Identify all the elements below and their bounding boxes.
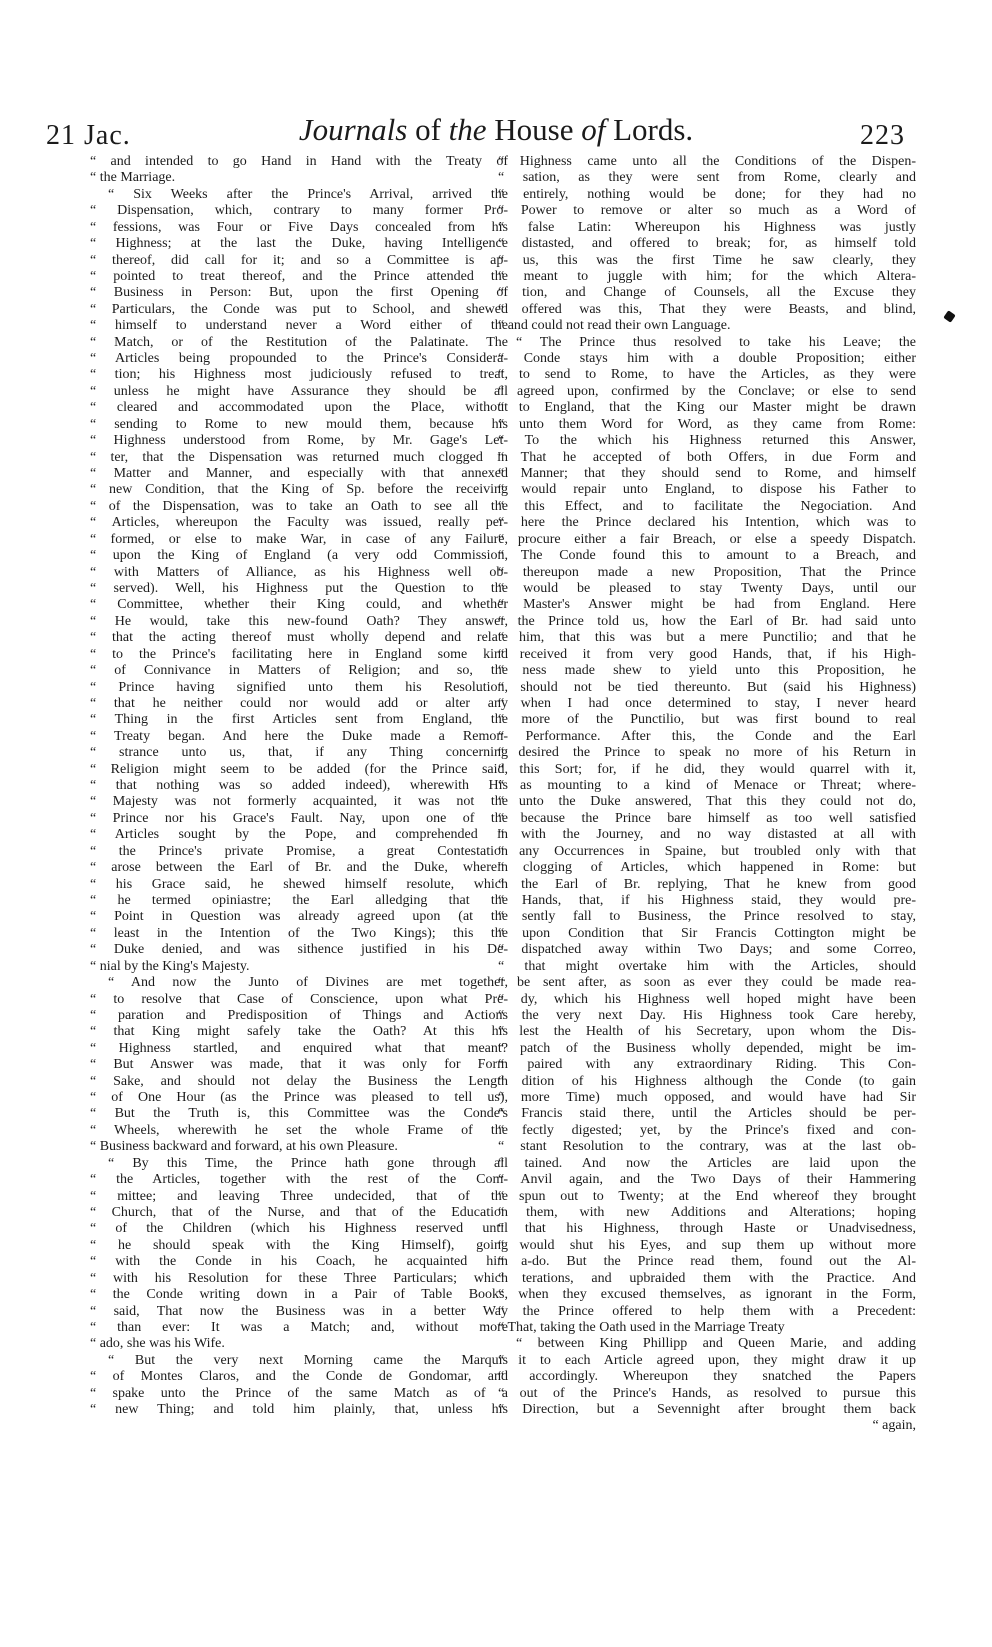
text-line: “ distasted, and offered to break; for, as himself told — [498, 236, 916, 252]
text-line: “ He would, take this new-found Oath? They answer, — [90, 613, 508, 629]
text-line: “ Match, or of the Restitution of the Palatinate. The — [90, 334, 508, 350]
text-line: “ ter, that the Dispensation was returned much clogged in — [90, 449, 508, 465]
text-line: “ Articles, whereupon the Faculty was issued, really per- — [90, 515, 508, 531]
text-line: “ Francis staid there, until the Articles should be per- — [498, 1106, 916, 1122]
text-line: “ lest the Health of his Secretary, upon whom the Dis- — [498, 1024, 916, 1040]
text-line: “ arose between the Earl of Br. and the Duke, wherein — [90, 860, 508, 876]
text-line: “ desired the Prince to speak no more of his Return in — [498, 745, 916, 761]
text-line: “ would be pleased to stay Twenty Days, until our — [498, 580, 916, 596]
text-line: “ nial by the King's Majesty. — [90, 958, 250, 974]
text-line: “ a-do. But the Prince read them, found out the Al- — [498, 1254, 916, 1270]
text-line: “ least in the Intention of the Two Kings); this the — [90, 925, 508, 941]
running-title-lords: Lords. — [605, 112, 694, 147]
text-line: “ patch of the Business wholly depended, might be im- — [498, 1040, 916, 1056]
text-line: “ the very next Day. His Highness took Care hereby, — [498, 1007, 916, 1023]
text-line: “ strance unto us, that, if any Thing concerning — [90, 745, 508, 761]
text-line: “ tained. And now the Articles are laid upon the — [498, 1155, 916, 1171]
text-line: “ would repair unto England, to dispose his Father to — [498, 482, 916, 498]
text-line: “ it to each Article agreed upon, they might draw it up — [498, 1352, 916, 1368]
text-line: “ clogging of Articles, which happened in Rome: but — [498, 860, 916, 876]
text-line: “ To the which his Highness returned this Answer, — [498, 433, 916, 449]
running-title — [0, 112, 992, 148]
text-line: “ ado, she was his Wife. — [90, 1336, 225, 1352]
running-title-journals: Journals — [298, 112, 408, 147]
text-line: “ procure either a fair Breach, or else a speedy Dispatch. — [498, 531, 916, 547]
text-line: “ the Prince offered to help them with a Precedent: — [498, 1303, 916, 1319]
text-line: “ Six Weeks after the Prince's Arrival, arrived the — [108, 186, 508, 202]
text-line: “ entirely, nothing would be done; for they had no — [498, 186, 916, 202]
text-line: “ ness made shew to yield unto this Proposition, he — [498, 663, 916, 679]
text-line: “ Highness understood from Rome, by Mr. Gage's Let- — [90, 433, 508, 449]
text-line: “ that the acting thereof must wholly depend and relate — [90, 630, 508, 646]
text-line: “ The Prince thus resolved to take his Leave; the — [516, 334, 916, 350]
text-line: “ between King Phillipp and Queen Marie, and adding — [516, 1336, 916, 1352]
text-line: “ the Earl of Br. replying, That he knew from good — [498, 876, 916, 892]
text-line: “ be sent after, as soon as ever they could be made rea- — [498, 975, 916, 991]
text-line: “ to resolve that Case of Conscience, upon what Pre- — [90, 991, 508, 1007]
text-line: “ Conde stays him with a double Proposition; either — [498, 351, 916, 367]
text-line: “ Church, that of the Nurse, and that of the Education — [90, 1205, 508, 1220]
text-line: “ Anvil again, and the Two Days of their Hammering — [498, 1172, 916, 1188]
text-line: “ By this Time, the Prince hath gone through all — [108, 1155, 508, 1171]
text-line: “ paired with any extraordinary Riding. This Con- — [498, 1057, 916, 1073]
text-line: “ than ever: It was a Match; and, without more — [90, 1319, 508, 1335]
running-title-the: the — [448, 112, 487, 147]
text-line: “ more of the Punctilio, but was first bound to real — [498, 712, 916, 728]
text-line: “ of the Dispensation, was to take an Oath to see all the — [90, 498, 508, 514]
text-line: “ of Connivance in Matters of Religion; and so, the — [90, 663, 508, 679]
text-line: “ with his Resolution for these Three Particulars; which — [90, 1270, 508, 1286]
left-column — [90, 154, 508, 1418]
text-line: “ he should speak with the King Himself), going — [90, 1237, 508, 1253]
text-line: “ sently fall to Business, the Prince resolved to stay, — [498, 909, 916, 925]
text-line: “ and intended to go Hand in Hand with the Treaty of — [90, 154, 508, 169]
text-line: “ when I had once determined to stay, I never heard — [498, 695, 916, 711]
catchword: “ again, — [872, 1418, 916, 1434]
text-line: “ any Occurrences in Spaine, but troubled only with that — [498, 843, 916, 859]
text-line: “ himself to understand never a Word either of the — [90, 318, 508, 334]
text-line: “ should not be tied thereunto. But (said his Highness) — [498, 679, 916, 695]
text-line: “ Prince having signified unto them his Resolution, — [90, 679, 508, 695]
text-line: “ Articles being propounded to the Prince's Considera- — [90, 351, 508, 367]
text-line: “ would shut his Eyes, and sup them up without more — [498, 1237, 916, 1253]
text-line: “ with the Conde in his Coach, he acquainted him — [90, 1254, 508, 1270]
running-title-of: of — [407, 112, 449, 147]
margin-ink-mark — [943, 310, 956, 323]
text-line: “ Religion might seem to be added (for the Prince said, — [90, 761, 508, 777]
text-line: “ Wheels, wherewith he set the whole Frame of the — [90, 1122, 508, 1138]
text-line: “ us, this was the first Time he saw clearly, they — [498, 252, 916, 268]
text-line: “ he termed opiniastre; the Earl alledging that the — [90, 892, 508, 908]
text-line: “ dispatched away within Two Days; and some Correo, — [498, 942, 916, 958]
text-line: “ thereof, did call for it; and so a Committee is ap- — [90, 252, 508, 268]
text-line: “ with the Journey, and no way distasted at all with — [498, 827, 916, 843]
text-line: “ upon the King of England (a very odd Commission, — [90, 548, 508, 564]
text-line: “ agreed upon, confirmed by the Conclave; or else to send — [498, 383, 916, 399]
text-line: “ Particulars, the Conde was put to School, and shewed — [90, 301, 508, 317]
text-line: “ Highness startled, and enquired what that meant? — [90, 1040, 508, 1056]
text-line: “ that nothing was so added indeed), wherewith His — [90, 778, 508, 794]
text-line: “ Power to remove or alter so much as a Word of — [498, 203, 916, 219]
text-line: “ the Articles, together with the rest of the Com- — [90, 1172, 508, 1188]
text-line: “ Duke denied, and was sithence justified in his De- — [90, 942, 508, 958]
text-line: “ fessions, was Four or Five Days concealed from his — [90, 219, 508, 235]
text-line: “ thereupon made a new Proposition, That the Prince — [498, 564, 916, 580]
text-line: “ with Matters of Alliance, as his Highness well ob- — [90, 564, 508, 580]
text-line: “ tion, and Change of Counsels, all the Excuse they — [498, 285, 916, 301]
text-line: “ stant Resolution to the contrary, was at the last ob- — [498, 1139, 916, 1155]
text-line: “ the Prince's private Promise, a great Contestation — [90, 843, 508, 859]
text-line: “ unto the Duke answered, That this they could not do, — [498, 794, 916, 810]
text-line: “ because the Prince bare himself as too well satisfied — [498, 810, 916, 826]
text-line: “ Committee, whether their King could, and whether — [90, 597, 508, 613]
text-line: “ that he neither could nor would add or alter any — [90, 695, 508, 711]
text-line: “ That he accepted of both Offers, in due Form and — [498, 449, 916, 465]
text-line: “ Majesty was not formerly acquainted, it was not the — [90, 794, 508, 810]
running-title-of-2: of — [581, 112, 606, 147]
text-line: “ his Grace said, he shewed himself resolute, which — [90, 876, 508, 892]
text-line: “ false Latin: Whereupon his Highness was justly — [498, 219, 916, 235]
text-line: “ terations, and upbraided them with the Practice. And — [498, 1270, 916, 1286]
text-line: “ new Condition, that the King of Sp. before the receiving — [90, 482, 508, 498]
text-line: “ this Sort; for, if he did, they would quarrel with it, — [498, 761, 916, 777]
text-line: “ Articles sought by the Pope, and comprehended in — [90, 827, 508, 843]
text-line: “ Sake, and should not delay the Business the Length — [90, 1073, 508, 1089]
text-line: “ new Thing; and told him plainly, that, unless his — [90, 1402, 508, 1418]
text-line: “ Matter and Manner, and especially with that annexed — [90, 466, 508, 482]
text-line: “ out of the Prince's Hands, as resolved to pursue this — [498, 1385, 916, 1401]
text-line: “ formed, or else to make War, in case of any Failure, — [90, 531, 508, 547]
text-line: “ sation, as they were sent from Rome, clearly and — [498, 170, 916, 186]
text-line: “ unto them Word for Word, as they came from Rome: — [498, 416, 916, 432]
text-line: “ Point in Question was already agreed upon (at the — [90, 909, 508, 925]
text-line: “ Business in Person: But, upon the first Opening of — [90, 285, 508, 301]
text-line: “ offered was this, That they were Beasts, and blind, — [498, 301, 916, 317]
text-line: “ that might overtake him with the Articles, should — [498, 958, 916, 974]
text-line: “ of One Hour (as the Prince was pleased to tell us), — [90, 1090, 508, 1106]
text-line: “ And now the Junto of Divines are met together, — [108, 975, 508, 991]
text-line: “ fectly digested; yet, by the Prince's fixed and con- — [498, 1122, 916, 1138]
text-line: “ to send to Rome, to have the Articles, as they were — [498, 367, 916, 383]
text-line: “ Manner; that they should send to Rome, and himself — [498, 466, 916, 482]
text-line: “ when they excused themselves, as ignorant in the Form, — [498, 1287, 916, 1303]
text-line: “ tion; his Highness most judiciously refused to treat, — [90, 367, 508, 383]
text-line: “ dition of his Highness although the Conde (to gain — [498, 1073, 916, 1089]
text-line: “ the Conde writing down in a Pair of Table Books, — [90, 1287, 508, 1303]
text-line: “ sending to Rome to new mould them, because his — [90, 416, 508, 432]
text-line: “ Prince nor his Grace's Fault. Nay, upon one of the — [90, 810, 508, 826]
text-line: “ the Marriage. — [90, 170, 176, 186]
text-line: “ to England, that the King our Master might be drawn — [498, 400, 916, 416]
text-line: “ received it from very good Hands, that, if his High- — [498, 646, 916, 662]
text-line: “ spun out to Twenty; at the End whereof they brought — [498, 1188, 916, 1204]
text-line: “ accordingly. Whereupon they snatched the Papers — [498, 1369, 916, 1385]
text-line: “ served). Well, his Highness put the Question to the — [90, 580, 508, 596]
text-line: “ Direction, but a Sevennight after brought them back — [498, 1402, 916, 1418]
text-line: “ to the Prince's facilitating here in England some kind — [90, 646, 508, 662]
text-line: “ pointed to treat thereof, and the Prince attended the — [90, 268, 508, 284]
text-line: “ that King might safely take the Oath? At this his — [90, 1024, 508, 1040]
text-line: “ Treaty began. And here the Duke made a Remon- — [90, 728, 508, 744]
text-line: “ this Effect, and to facilitate the Negociation. And — [498, 498, 916, 514]
text-line: “ Highness came unto all the Conditions of the Dispen- — [498, 154, 916, 169]
text-line: “ said, That now the Business was in a better Way — [90, 1303, 508, 1319]
text-line: “ mittee; and leaving Three undecided, that of the — [90, 1188, 508, 1204]
text-line: “ But the Truth is, this Committee was the Conde's — [90, 1106, 508, 1122]
text-line: “ the Prince told us, how the Earl of Br. had said unto — [498, 613, 916, 629]
text-line: “ But Answer was made, that it was only for Form — [90, 1057, 508, 1073]
text-line: “ them, with new Additions and Alterations; hoping — [498, 1205, 916, 1220]
text-line: “ unless he might have Assurance they should be all — [90, 383, 508, 399]
running-title-house: House — [486, 112, 582, 147]
text-line: “ Business backward and forward, at his own Pleasure. — [90, 1139, 398, 1155]
text-line: “ Performance. After this, the Conde and the Earl — [498, 728, 916, 744]
text-line: “ Highness; at the last the Duke, having Intelligence — [90, 236, 508, 252]
text-line: “ Hands, that, if his Highness staid, they would pre- — [498, 892, 916, 908]
text-line: “ cleared and accommodated upon the Place, without — [90, 400, 508, 416]
text-line: “ meant to juggle with him; for the which Altera- — [498, 268, 916, 284]
page-number: 223 — [860, 120, 905, 151]
text-line: “ and could not read their own Language. — [498, 318, 731, 334]
text-line: “ But the very next Morning came the Marquis — [108, 1352, 508, 1368]
text-line: “ Thing in the first Articles sent from England, the — [90, 712, 508, 728]
text-line: “ The Conde found this to amount to a Breach, and — [498, 548, 916, 564]
text-line: “ him, that this was but a mere Punctilio; and that he — [498, 630, 916, 646]
text-line: “ of the Children (which his Highness reserved until — [90, 1221, 508, 1237]
text-line: “ dy, which his Highness well hoped might have been — [498, 991, 916, 1007]
text-line: “ spake unto the Prince of the same Match as of a — [90, 1385, 508, 1401]
text-line: “ more Time) much opposed, and would have had Sir — [498, 1090, 916, 1106]
text-line: “ That, taking the Oath used in the Marriage Treaty — [498, 1319, 785, 1335]
text-line: “ of Montes Claros, and the Conde de Gondomar, and — [90, 1369, 508, 1385]
text-line: “ Master's Answer might be had from England. Here — [498, 597, 916, 613]
text-line: “ paration and Predisposition of Things and Actions — [90, 1007, 508, 1023]
header-regnal-year: 21 Jac. — [46, 120, 131, 151]
right-column — [498, 154, 916, 1435]
text-line: “ here the Prince declared his Intention, which was to — [498, 515, 916, 531]
text-line: “ Dispensation, which, contrary to many former Pro- — [90, 203, 508, 219]
text-line: “ upon Condition that Sir Francis Cottington might be — [498, 925, 916, 941]
text-line: “ that his Highness, through Haste or Unadvisedness, — [498, 1221, 916, 1237]
text-line: “ as mounting to a kind of Menace or Threat; where- — [498, 778, 916, 794]
